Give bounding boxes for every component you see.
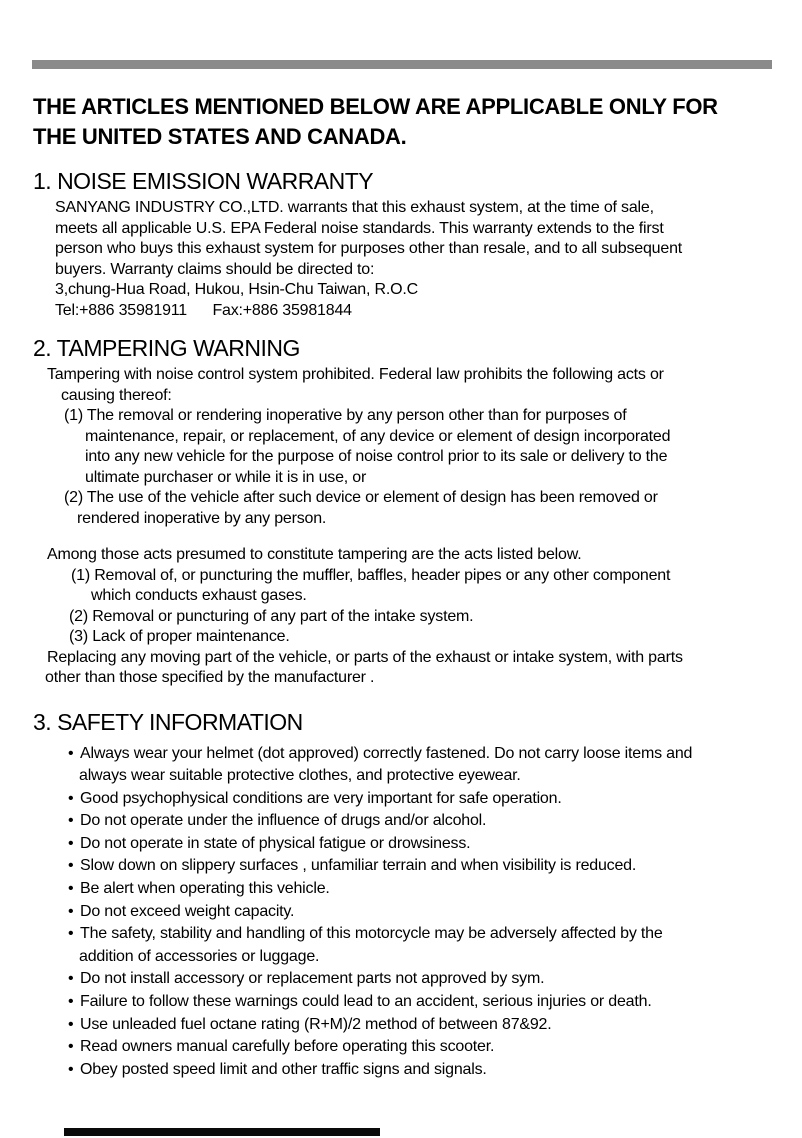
bullet-item — [68, 810, 789, 833]
bullet-text: Obey posted speed limit and other traffic signs and signals. — [80, 1060, 487, 1078]
section-heading-noise-emission-warranty: 1. NOISE EMISSION WARRANTY — [33, 168, 374, 194]
bullet-item — [68, 991, 789, 1014]
section-3-body — [33, 743, 789, 1082]
page-title — [33, 92, 789, 152]
page-title-line: THE ARTICLES MENTIONED BELOW ARE APPLICABLE ONLY FOR — [33, 94, 718, 119]
bullet-icon: • — [68, 744, 74, 762]
address-line: 3,chung-Hua Road, Hukou, Hsin-Chu Taiwan, R.O.C — [55, 281, 418, 298]
text-line: other than those specified by the manufacturer . — [45, 669, 375, 686]
section-heading-tampering-warning: 2. TAMPERING WARNING — [33, 335, 300, 361]
bullet-text: Be alert when operating this vehicle. — [80, 880, 330, 898]
text-line: ultimate purchaser or while it is in use, or — [85, 468, 367, 486]
bullet-icon: • — [68, 925, 74, 943]
bullet-text: The safety, stability and handling of this motorcycle may be adversely affected by the — [80, 925, 663, 943]
text-line: rendered inoperative by any person. — [77, 509, 327, 527]
text-line: causing thereof: — [61, 386, 172, 404]
bullet-text: Read owners manual carefully before operating this scooter. — [80, 1038, 495, 1056]
bullet-text: Slow down on slippery surfaces , unfamiliar terrain and when visibility is reduced. — [80, 857, 637, 875]
bullet-item — [68, 968, 789, 991]
section-2-body — [33, 365, 789, 689]
bullet-icon: • — [68, 1015, 74, 1033]
text-line: which conducts exhaust gases. — [91, 587, 307, 604]
bullet-item — [68, 1059, 789, 1082]
bullet-icon: • — [68, 789, 74, 807]
numbered-item-line: (2) Removal or puncturing of any part of the intake system. — [69, 607, 474, 625]
numbered-item-line: (2) The use of the vehicle after such device or element of design has been removed or — [64, 489, 658, 506]
bullet-icon: • — [68, 993, 74, 1011]
top-divider-rule — [32, 60, 772, 69]
text-line: Replacing any moving part of the vehicle, or parts of the exhaust or intake system, with parts — [47, 648, 683, 666]
text-line: maintenance, repair, or replacement, of any device or element of design incorporated — [85, 427, 671, 445]
bullet-item — [68, 855, 789, 878]
bullet-icon: • — [68, 970, 74, 988]
text-line: Among those acts presumed to constitute tampering are the acts listed below. — [47, 546, 582, 563]
bullet-text: Use unleaded fuel octane rating (R+M)/2 method of between 87&92. — [80, 1015, 552, 1033]
bullet-text: Failure to follow these warnings could lead to an accident, serious injuries or death. — [80, 993, 652, 1011]
text-line: person who buys this exhaust system for purposes other than resale, and to all subsequent — [55, 240, 683, 257]
bullet-item — [68, 901, 789, 924]
bullet-icon: • — [68, 857, 74, 875]
bullet-text: Do not install accessory or replacement parts not approved by sym. — [80, 970, 545, 988]
text-line: addition of accessories or luggage. — [79, 947, 320, 965]
bullet-text: Good psychophysical conditions are very important for safe operation. — [80, 789, 562, 807]
bullet-icon: • — [68, 1038, 74, 1056]
bullet-item — [68, 833, 789, 856]
text-line: SANYANG INDUSTRY CO.,LTD. warrants that this exhaust system, at the time of sale, — [55, 199, 654, 216]
bullet-item — [68, 1014, 789, 1037]
bullet-icon: • — [68, 834, 74, 852]
bullet-text: Do not exceed weight capacity. — [80, 902, 295, 920]
text-line: Tampering with noise control system prohibited. Federal law prohibits the following acts or — [47, 366, 664, 383]
page-content — [33, 92, 789, 1081]
bullet-icon: • — [68, 880, 74, 898]
bullet-item — [68, 878, 789, 901]
bullet-item — [68, 788, 789, 811]
section-1-body — [33, 198, 789, 321]
bullet-icon: • — [68, 812, 74, 830]
bullet-item — [68, 923, 789, 946]
page-title-line: THE UNITED STATES AND CANADA. — [33, 124, 407, 149]
bullet-icon: • — [68, 1060, 74, 1078]
text-line: buyers. Warranty claims should be directed to: — [55, 260, 375, 278]
bottom-divider-rule — [64, 1128, 380, 1136]
bullet-item — [68, 743, 789, 766]
bullet-icon: • — [68, 902, 74, 920]
bullet-item — [68, 1036, 789, 1059]
tel-fax-line: Tel:+886 35981911 Fax:+886 35981844 — [55, 301, 352, 319]
text-line: into any new vehicle for the purpose of noise control prior to its sale or delivery to the — [85, 448, 668, 465]
numbered-item-line: (3) Lack of proper maintenance. — [69, 628, 290, 645]
bullet-text: Do not operate in state of physical fatigue or drowsiness. — [80, 834, 471, 852]
bullet-text: Do not operate under the influence of drugs and/or alcohol. — [80, 812, 487, 830]
numbered-item-line: (1) Removal of, or puncturing the muffler, baffles, header pipes or any other component — [71, 566, 671, 584]
bullet-text: Always wear your helmet (dot approved) correctly fastened. Do not carry loose items and — [80, 744, 693, 762]
numbered-item-line: (1) The removal or rendering inoperative by any person other than for purposes of — [64, 407, 627, 424]
text-line: always wear suitable protective clothes, and protective eyewear. — [79, 767, 521, 785]
text-line: meets all applicable U.S. EPA Federal noise standards. This warranty extends to the first — [55, 219, 664, 237]
section-heading-safety-information: 3. SAFETY INFORMATION — [33, 708, 303, 735]
